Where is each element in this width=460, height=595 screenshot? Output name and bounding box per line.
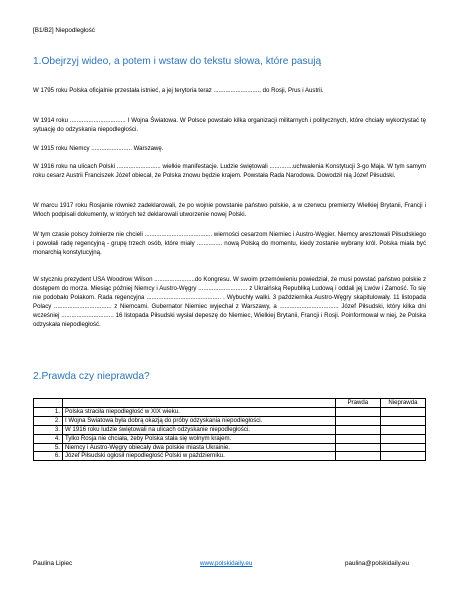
row-statement: I Wojna Światowa była dobrą okazją do próby odzyskania niepodległości.: [62, 416, 335, 425]
row-number: 1.: [34, 407, 63, 416]
document-header: [B1/B2] Niepodległość: [33, 27, 95, 34]
header-num-cell: [34, 399, 63, 408]
paragraph-6: W tym czasie polscy żołnierze nie chcieli ........................................ wierności cesarzom Niemiec i Austro-Węgier. Niemcy aresztowali Piłsudskiego i powołali radę regencyjną - grupę trzech osób, które miały ............... nową Polską do momentu, kiedy zostanie wybrany król. Polska miała być monarchią konstytucyjną.: [33, 231, 428, 257]
prawda-answer-cell[interactable]: [335, 407, 380, 416]
prawda-answer-cell[interactable]: [335, 443, 380, 452]
table-header-row: [34, 399, 426, 408]
true-false-table: [33, 398, 426, 461]
row-number: 5.: [34, 443, 63, 452]
section-2-heading: 2.Prawda czy nieprawda?: [33, 371, 150, 382]
footer-email: paulina@polskidaily.eu: [345, 560, 410, 567]
row-number: 6.: [34, 452, 63, 461]
prawda-answer-cell[interactable]: [335, 416, 380, 425]
footer-website-link[interactable]: www.polskidaily.eu: [200, 560, 253, 567]
table-row: [34, 425, 426, 434]
paragraph-3: W 1915 roku Niemcy ........................ Warszawę.: [33, 145, 164, 152]
nieprawda-answer-cell[interactable]: [380, 452, 425, 461]
table-row: [34, 452, 426, 461]
paragraph-1: W 1795 roku Polska oficjalnie przestała istnieć, a jej terytoria teraz ............................ do Rosji, Prus i Austrii.: [33, 87, 324, 94]
row-statement: Tylko Rosja nie chciała, żeby Polska stała się wolnym krajem.: [62, 434, 335, 443]
column-nieprawda: Nieprawda: [380, 399, 425, 408]
prawda-answer-cell[interactable]: [335, 452, 380, 461]
row-statement: W 1916 roku ludzie świętowali na ulicach odzyskanie niepodległości.: [62, 425, 335, 434]
row-statement: Niemcy i Austro-Węgry obiecały dwa polskie miasta Ukrainie.: [62, 443, 335, 452]
table-row: [34, 443, 426, 452]
section-1-heading: 1.Obejrzyj wideo, a potem i wstaw do tekstu słowa, które pasują: [33, 56, 322, 67]
row-statement: Polska straciła niepodległość w XIX wieku.: [62, 407, 335, 416]
nieprawda-answer-cell[interactable]: [380, 443, 425, 452]
footer-author: Paulina Lipiec: [33, 560, 73, 567]
row-number: 3.: [34, 425, 63, 434]
paragraph-2: W 1914 roku ................................. I Wojna Światowa. W Polsce powstało kilka organizacji militarnych i politycznych, które chciały wykorzystać tę sytuację do odzyskania niepodległości.: [33, 117, 428, 134]
nieprawda-answer-cell[interactable]: [380, 434, 425, 443]
row-number: 4.: [34, 434, 63, 443]
nieprawda-answer-cell[interactable]: [380, 425, 425, 434]
paragraph-4: W 1916 roku na ulicach Polski .......................... wielkie manifestacje. Ludzie świętowali ..............uchwalenia Konstytucji 3-go Maja. W tym samym roku cesarz Austrii Franciszek Józef obiecał, że Polska znowu będzie krajem. Powstała Rada Narodowa. Dowodził nią Józef Piłsudski.: [33, 163, 428, 180]
nieprawda-answer-cell[interactable]: [380, 407, 425, 416]
row-number: 2.: [34, 416, 63, 425]
prawda-answer-cell[interactable]: [335, 425, 380, 434]
nieprawda-answer-cell[interactable]: [380, 416, 425, 425]
paragraph-7: W styczniu prezydent USA Woodrow Wilson ........................do Kongresu. W swoim przemówieniu powiedział, że musi powstać państwo polskie z dostępem do morza. Miesiąc później Niemcy i Austro-Węgry ............................. z Ukraińską Republiką Ludową i oddali jej Lwów i Zamość. To się nie podobało Polakom. Rada regencyjna ............................................ . Wybuchły walki. 3 października Austro-Węgry skapitulowały. 11 listopada Polacy .................................. z Niemcami. Gubernator Niemiec wyjechał z Warszawy, a ................................... Józef Piłsudski, który kilka dni wcześniej ............................... 16 listopada Piłsudski wysłał depeszę do Niemiec, Wielkiej Brytanii, Francji i Rosji. Poinformował w niej, że Polska odzyskała niepodległość.: [33, 276, 428, 329]
header-statement-cell: [62, 399, 335, 408]
table-row: [34, 434, 426, 443]
row-statement: Józef Piłsudski ogłosił niepodległość Polski w październiku.: [62, 452, 335, 461]
column-prawda: Prawda: [335, 399, 380, 408]
paragraph-5: W marcu 1917 roku Rosjanie również zadeklarowali, że po wojnie powstanie państwo polskie, a w czerwcu premierzy Wielkiej Brytanii, Francji i Włoch podpisali dokumenty, w których też deklarowali utworzenie nowej Polski.: [33, 202, 428, 219]
table-row: [34, 416, 426, 425]
table-row: [34, 407, 426, 416]
prawda-answer-cell[interactable]: [335, 434, 380, 443]
